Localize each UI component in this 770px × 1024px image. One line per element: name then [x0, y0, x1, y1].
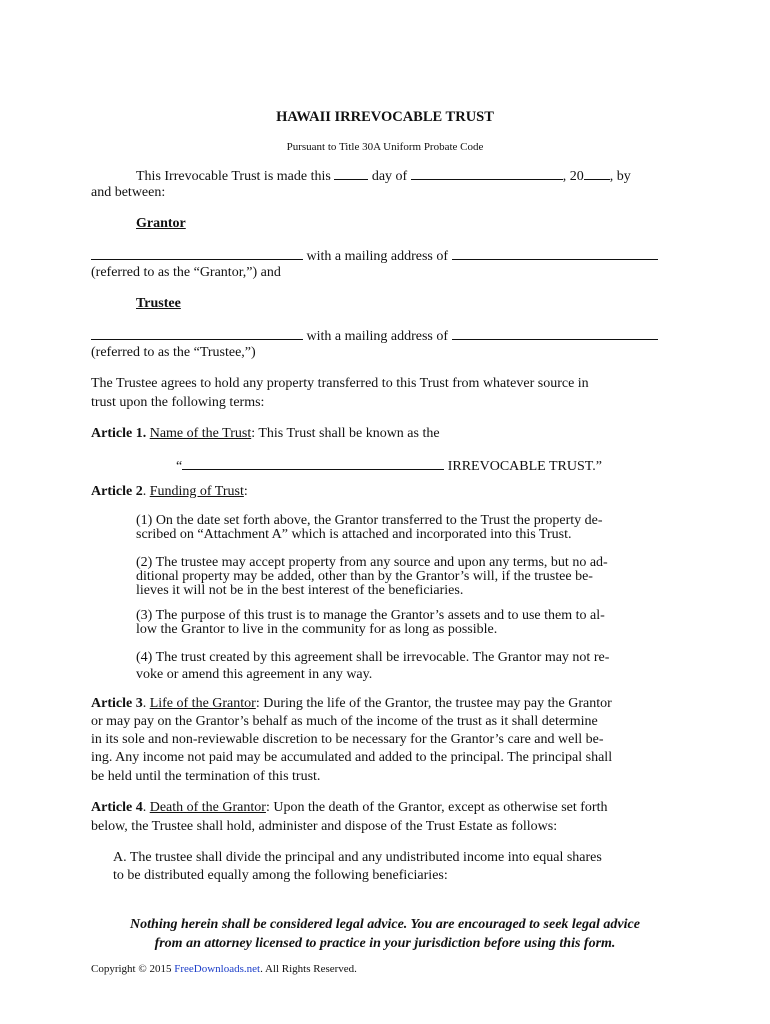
- article-3-line-3: in its sole and non-reviewable discretion to be necessary for the Grantor’s care and well be-: [91, 732, 604, 747]
- trustee-heading: Trustee: [136, 296, 181, 311]
- article-2-para-4-line-2: voke or amend this agreement in any way.: [136, 667, 373, 682]
- article-4-line-2: below, the Trustee shall hold, administer and dispose of the Trust Estate as follows:: [91, 819, 558, 834]
- trust-name-line: [176, 456, 602, 476]
- trustee-mailing-text: with a mailing address of: [306, 329, 449, 344]
- grantor-ref: (referred to as the “Grantor,”) and: [91, 265, 281, 280]
- article-3-title: Life of the Grantor: [149, 696, 256, 711]
- article-3-label: Article 3: [91, 696, 143, 711]
- trustee-line: [91, 326, 658, 346]
- intro-line-1: [136, 166, 631, 186]
- article-4-item-a-line-2: to be distributed equally among the following beneficiaries:: [113, 868, 448, 883]
- article-4-text: : Upon the death of the Grantor, except as otherwise set forth: [265, 800, 608, 815]
- article-2-label: Article 2: [91, 484, 143, 499]
- copyright-text-a: Copyright © 2015: [91, 963, 172, 975]
- agreement-line-1: The Trustee agrees to hold any property transferred to this Trust from whatever source in: [91, 376, 589, 391]
- article-3-line-5: be held until the termination of this trust.: [91, 769, 321, 784]
- year-blank[interactable]: [584, 166, 610, 180]
- article-3-sep: .: [142, 696, 150, 711]
- intro-line-2: and between:: [91, 185, 166, 200]
- article-2-para-2-line-3: lieves it will not be in the best interest of the beneficiaries.: [136, 583, 464, 598]
- article-2-para-4-line-1: (4) The trust created by this agreement shall be irrevocable. The Grantor may not re-: [136, 650, 610, 665]
- copyright-text-b: . All Rights Reserved.: [260, 963, 357, 975]
- article-1-label: Article 1.: [91, 426, 147, 441]
- agreement-line-2: trust upon the following terms:: [91, 395, 265, 410]
- article-2: [91, 483, 248, 501]
- copyright-link[interactable]: FreeDownloads.net: [174, 963, 261, 975]
- trust-name-suffix: IRREVOCABLE TRUST.”: [447, 459, 602, 474]
- grantor-address-blank[interactable]: [452, 246, 658, 260]
- intro-text-a: This Irrevocable Trust is made this: [136, 169, 331, 184]
- legal-notice-line-1: Nothing herein shall be considered legal advice. You are encouraged to seek legal advice: [130, 917, 640, 932]
- article-1-title: Name of the Trust: [149, 426, 252, 441]
- article-2-para-1-line-1: (1) On the date set forth above, the Grantor transferred to the Trust the property de-: [136, 513, 603, 528]
- article-2-para-1-line-2: scribed on “Attachment A” which is attached and incorporated into this Trust.: [136, 527, 572, 542]
- article-2-para-2-line-1: (2) The trustee may accept property from any source and upon any terms, but no ad-: [136, 555, 608, 570]
- article-2-para-3-line-1: (3) The purpose of this trust is to manage the Grantor’s assets and to use them to al-: [136, 608, 605, 623]
- trust-name-blank[interactable]: [182, 456, 444, 470]
- article-3-line-4: ing. Any income not paid may be accumulated and added to the principal. The principal shall: [91, 750, 613, 765]
- article-1: [91, 425, 440, 443]
- page-title: HAWAII IRREVOCABLE TRUST: [276, 109, 494, 125]
- article-2-para-2-line-2: ditional property may be added, other than by the Grantor’s will, if the trustee be-: [136, 569, 593, 584]
- legal-notice-line-2: from an attorney licensed to practice in your jurisdiction before using this form.: [154, 936, 616, 951]
- article-2-colon: :: [243, 484, 248, 499]
- intro-text-b: day of: [371, 169, 408, 184]
- month-blank[interactable]: [411, 166, 563, 180]
- trustee-ref: (referred to as the “Trustee,”): [91, 345, 256, 360]
- grantor-line: [91, 246, 658, 266]
- article-1-text: : This Trust shall be known as the: [251, 426, 440, 441]
- article-4-title: Death of the Grantor: [149, 800, 266, 815]
- trust-name-quote: “: [176, 459, 183, 474]
- article-4-item-a-line-1: A. The trustee shall divide the principal and any undistributed income into equal shares: [113, 850, 602, 865]
- article-3-line-2: or may pay on the Grantor’s behalf as much of the income of the trust as it shall determine: [91, 714, 598, 729]
- article-4-label: Article 4: [91, 800, 143, 815]
- grantor-heading: Grantor: [136, 216, 186, 231]
- article-2-sep: .: [142, 484, 150, 499]
- grantor-name-blank[interactable]: [91, 246, 303, 260]
- article-4-sep: .: [142, 800, 150, 815]
- page-subtitle: Pursuant to Title 30A Uniform Probate Code: [286, 141, 484, 153]
- article-4-line-1: [91, 799, 608, 817]
- trustee-address-blank[interactable]: [452, 326, 658, 340]
- trustee-name-blank[interactable]: [91, 326, 303, 340]
- copyright: [91, 963, 357, 975]
- article-2-para-3-line-2: low the Grantor to live in the community for as long as possible.: [136, 622, 498, 637]
- article-2-title: Funding of Trust: [149, 484, 244, 499]
- intro-text-c: , 20: [562, 169, 584, 184]
- article-3-text: : During the life of the Grantor, the trustee may pay the Grantor: [255, 696, 612, 711]
- article-3-line-1: [91, 695, 612, 713]
- grantor-mailing-text: with a mailing address of: [306, 249, 449, 264]
- intro-text-d: , by: [609, 169, 631, 184]
- day-blank[interactable]: [334, 166, 368, 180]
